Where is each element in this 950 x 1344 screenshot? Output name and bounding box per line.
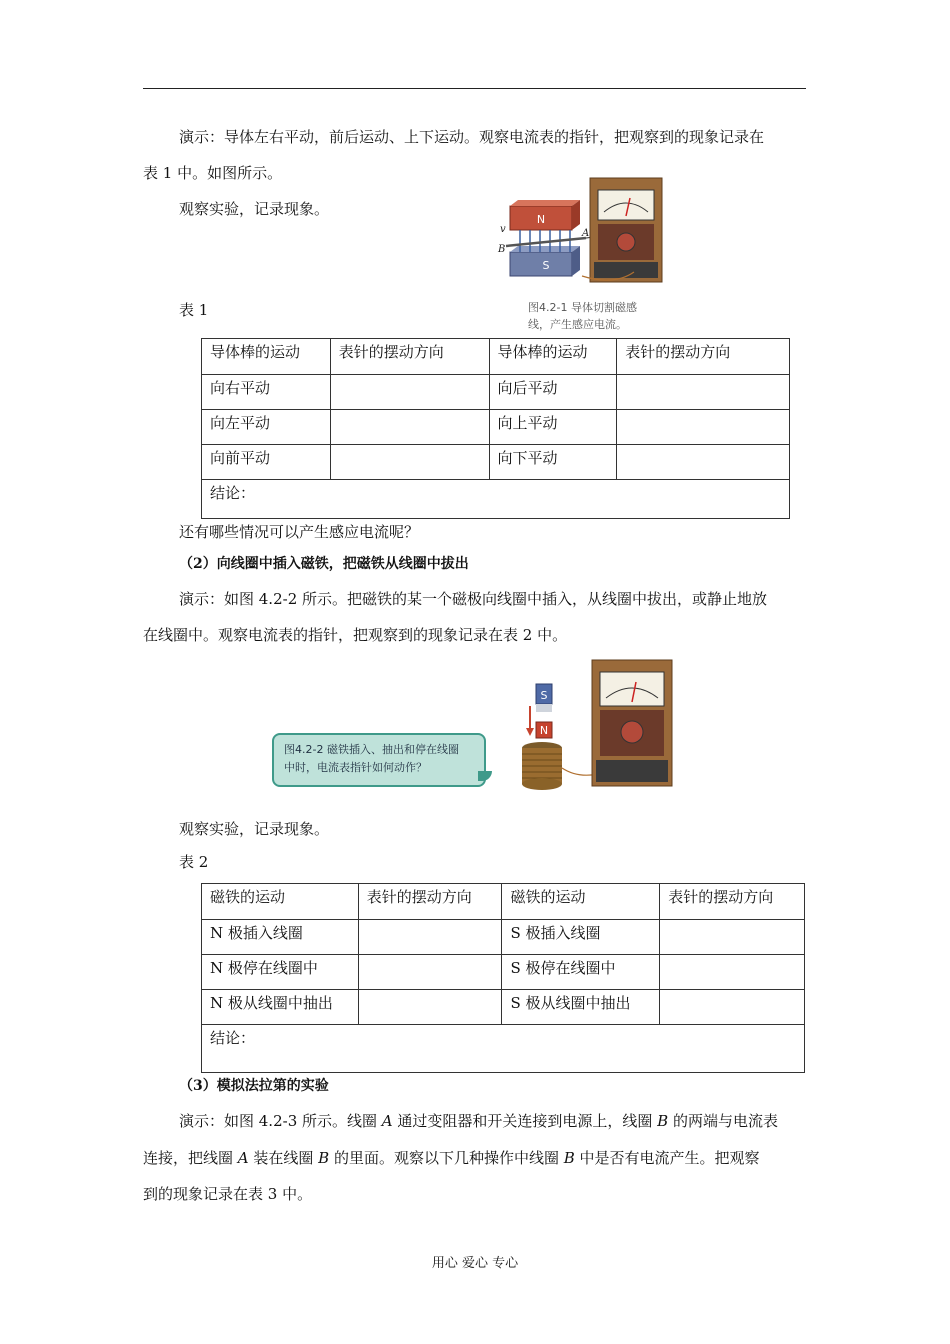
callout-line2: 中时，电流表指针如何动作？: [284, 761, 427, 774]
table-cell: [358, 920, 502, 955]
table-cell: [660, 990, 805, 1025]
table-cell: 向上平动: [489, 410, 617, 445]
table-row-conclusion: [202, 1025, 805, 1073]
table-cell: 向左平动: [202, 410, 331, 445]
magnet-n-label: N: [536, 213, 546, 226]
para2-line1: 演示：如图 4.2-2 所示。把磁铁的某一个磁极向线圈中插入，从线圈中拔出，或静止地放: [179, 590, 768, 608]
table-header-cell: 表针的摆动方向: [660, 884, 805, 920]
table-cell: 向前平动: [202, 445, 331, 480]
magnet-s-label: S: [542, 259, 550, 272]
table1-title: 表 1: [179, 301, 209, 319]
table-header-cell: 磁铁的运动: [202, 884, 359, 920]
table-header-cell: 导体棒的运动: [489, 339, 617, 375]
rod-end-a-label: A: [582, 228, 590, 239]
table-cell: [617, 410, 790, 445]
table-cell: S 极插入线圈: [502, 920, 660, 955]
table-row: [202, 375, 790, 410]
para3-line2: [143, 1140, 806, 1176]
table-cell: [660, 955, 805, 990]
table-cell: N 极从线圈中抽出: [202, 990, 359, 1025]
para3-line1: [143, 1103, 806, 1139]
table-cell: [617, 375, 790, 410]
para2-line2: 在线圈中。观察电流表的指针，把观察到的现象记录在表 2 中。: [143, 626, 568, 644]
coil-a-label: A: [237, 1149, 249, 1167]
table-row: [202, 884, 805, 920]
table-row: [202, 990, 805, 1025]
conclusion-cell: 结论：: [202, 480, 790, 519]
magnet-n-label: N: [539, 724, 549, 737]
observe-text-2: 观察实验，记录现象。: [179, 820, 330, 838]
figure-4-2-1-caption-line2: 线，产生感应电流。: [528, 318, 627, 331]
table-header-cell: 表针的摆动方向: [330, 339, 489, 375]
para3-text: 通过变阻器和开关连接到电源上，线圈: [392, 1112, 658, 1130]
table-cell: S 极停在线圈中: [502, 955, 660, 990]
figure-4-2-2: [510, 656, 676, 792]
figure-4-2-1-caption-line1: 图4.2-1 导体切割磁感: [528, 301, 637, 314]
para3-text: 连接，把线圈: [143, 1149, 238, 1167]
table-cell: [330, 445, 489, 480]
para3-line3: 到的现象记录在表 3 中。: [143, 1185, 313, 1203]
rod-end-b-label: B: [498, 244, 506, 255]
section-3-title: （3）模拟法拉第的实验: [179, 1078, 329, 1094]
conclusion-cell: 结论：: [202, 1025, 805, 1073]
velocity-label: v: [500, 224, 506, 235]
coil-b-label: B: [563, 1149, 575, 1167]
table-cell: [660, 920, 805, 955]
para1-line1: 演示：导体左右平动，前后运动、上下运动。观察电流表的指针，把观察到的现象记录在: [179, 128, 765, 146]
table-cell: 向下平动: [489, 445, 617, 480]
question-text: 还有哪些情况可以产生感应电流呢？: [179, 523, 420, 541]
table2-title: 表 2: [179, 853, 209, 871]
table-header-cell: 磁铁的运动: [502, 884, 660, 920]
magnet-s-label: S: [540, 689, 548, 702]
para1-line2: 表 1 中。如图所示。: [143, 164, 283, 182]
table-cell: N 极插入线圈: [202, 920, 359, 955]
table-cell: N 极停在线圈中: [202, 955, 359, 990]
observe-text-1: 观察实验，记录现象。: [179, 200, 330, 218]
coil-a-label: A: [381, 1112, 393, 1130]
table-cell: 向右平动: [202, 375, 331, 410]
figure-4-2-2-callout: [272, 733, 486, 787]
coil-b-label: B: [318, 1149, 330, 1167]
table-row-conclusion: [202, 480, 790, 519]
callout-tail: [478, 771, 492, 781]
para3-text: 中是否有电流产生。把观察: [574, 1149, 760, 1167]
table-cell: S 极从线圈中抽出: [502, 990, 660, 1025]
table-header-cell: 导体棒的运动: [202, 339, 331, 375]
para3-text: 的里面。观察以下几种操作中线圈: [329, 1149, 564, 1167]
section-2-title: （2）向线圈中插入磁铁，把磁铁从线圈中拔出: [179, 556, 469, 572]
table-cell: [617, 445, 790, 480]
table-row: [202, 339, 790, 375]
table-cell: [358, 955, 502, 990]
para3-text: 的两端与电流表: [668, 1112, 778, 1130]
table-1: [201, 338, 790, 519]
para3-text: 演示：如图 4.2-3 所示。线圈: [179, 1112, 382, 1130]
table-row: [202, 410, 790, 445]
table-cell: 向后平动: [489, 375, 617, 410]
table-2: [201, 883, 805, 1073]
table-row: [202, 445, 790, 480]
coil-b-label: B: [657, 1112, 669, 1130]
page-footer: 用心 爱心 专心: [431, 1256, 519, 1271]
table-cell: [330, 375, 489, 410]
table-row: [202, 955, 805, 990]
table-cell: [358, 990, 502, 1025]
table-row: [202, 920, 805, 955]
callout-line1: 图4.2-2 磁铁插入、抽出和停在线圈: [284, 743, 459, 756]
table-header-cell: 表针的摆动方向: [617, 339, 790, 375]
header-rule: [143, 88, 806, 89]
figure-4-2-1: [494, 176, 670, 286]
table-cell: [330, 410, 489, 445]
table-header-cell: 表针的摆动方向: [358, 884, 502, 920]
para3-text: 装在线圈: [248, 1149, 319, 1167]
